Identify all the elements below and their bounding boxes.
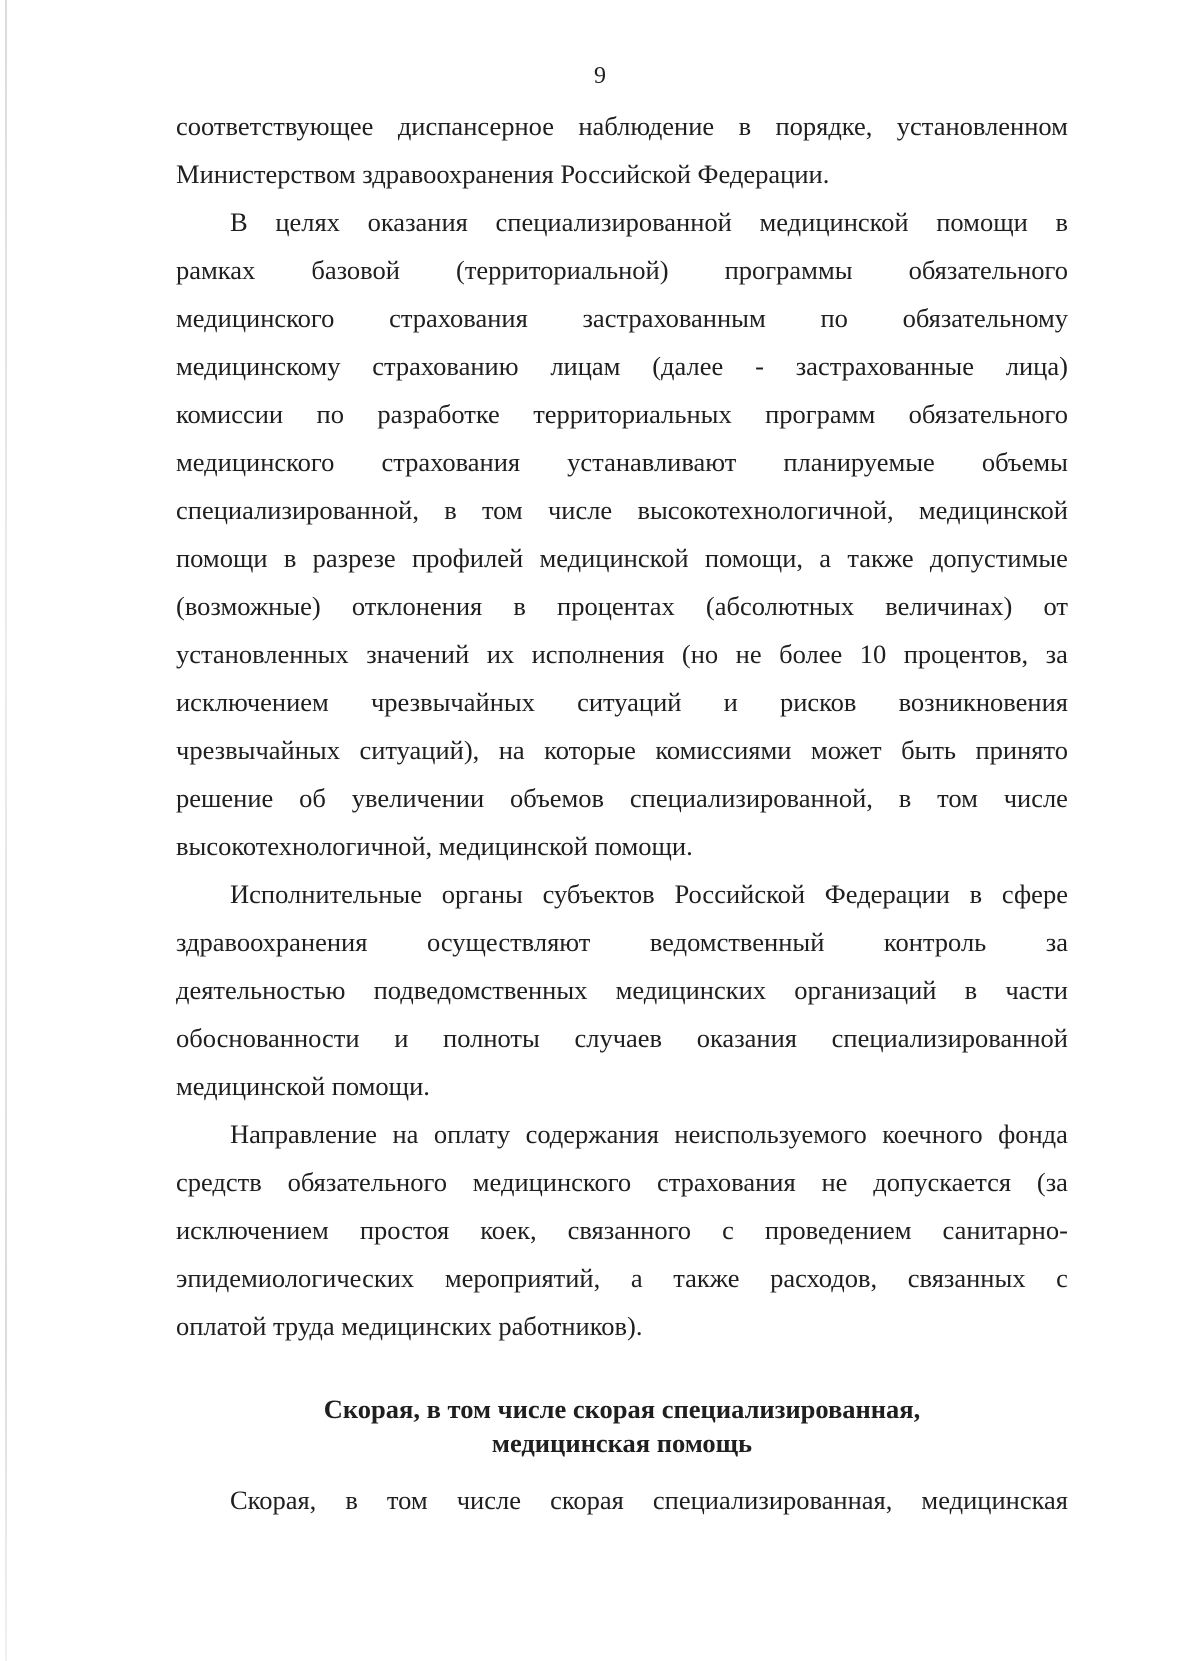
word: субъектов	[542, 879, 655, 909]
word: в	[283, 543, 297, 573]
word: специализированной	[495, 207, 732, 237]
word: В	[230, 207, 248, 237]
word: медицинской	[759, 207, 909, 237]
word: том	[386, 1485, 428, 1515]
word: увеличении	[351, 783, 485, 813]
word: ситуаций	[577, 687, 682, 717]
word: страхования	[389, 303, 528, 333]
paragraph-line-full	[176, 102, 1068, 150]
word: диспансерное	[397, 111, 554, 141]
word: возникновения	[898, 687, 1068, 717]
word: Российской	[674, 879, 806, 909]
word: содержания	[525, 1119, 659, 1149]
word: медицинских	[615, 975, 767, 1005]
paragraph-line	[176, 774, 1068, 822]
word: органы	[441, 879, 523, 909]
paragraph-line: медицинской помощи.	[176, 1071, 430, 1101]
word: чрезвычайных	[370, 687, 535, 717]
word: рамках	[176, 255, 256, 285]
word: мероприятий,	[444, 1263, 601, 1293]
paragraph-line	[176, 294, 1068, 342]
word: в	[1055, 207, 1068, 237]
word: по	[820, 303, 848, 333]
word: высокотехнологичной,	[637, 495, 894, 525]
word: помощи	[936, 207, 1028, 237]
word: ведомственный	[649, 927, 825, 957]
paragraph-departmental-control	[176, 870, 1068, 1110]
word: в	[964, 975, 978, 1005]
word: объемы	[981, 447, 1068, 477]
word: установленном	[896, 111, 1068, 141]
word: которые	[544, 735, 636, 765]
word: страхования	[657, 1167, 796, 1197]
word: (абсолютных	[705, 591, 855, 621]
paragraph-line	[176, 534, 1068, 582]
word: деятельностью	[176, 975, 346, 1005]
word: в	[444, 495, 457, 525]
word: об	[299, 783, 326, 813]
word: программы	[724, 255, 853, 285]
word: принято	[975, 735, 1068, 765]
word: (но	[681, 639, 719, 669]
word: коечного	[882, 1119, 983, 1149]
word: с	[722, 1215, 734, 1245]
word: осуществляют	[426, 927, 591, 957]
word: соответствующее	[176, 111, 374, 141]
word: связанного	[567, 1215, 692, 1245]
word: величинах)	[885, 591, 1013, 621]
paragraph-line	[176, 246, 1068, 294]
word: специализированной,	[176, 495, 419, 525]
paragraph-bed-fund-payment	[176, 1110, 1068, 1350]
word: медицинская	[921, 1485, 1068, 1515]
word: Федерации	[824, 879, 950, 909]
word: а	[819, 543, 832, 573]
paragraph-line	[176, 1014, 1068, 1062]
word: (за	[1036, 1167, 1068, 1197]
word: специализированной	[831, 1023, 1068, 1053]
word: (далее	[652, 351, 724, 381]
word: отклонения	[351, 591, 483, 621]
word: планируемые	[783, 447, 935, 477]
word: в	[513, 591, 526, 621]
word: медицинской	[539, 543, 689, 573]
word: а	[630, 1263, 643, 1293]
word: специализированная,	[652, 1485, 893, 1515]
word: сфере	[1001, 879, 1068, 909]
word: Направление	[230, 1119, 378, 1149]
paragraph-emergency-care	[176, 1476, 1068, 1524]
word: разработке	[377, 399, 500, 429]
word: исключением	[176, 687, 329, 717]
word: обязательному	[902, 303, 1068, 333]
word: медицинского	[176, 447, 335, 477]
word: полноты	[443, 1023, 540, 1053]
word: также	[673, 1263, 740, 1293]
word: том	[481, 495, 523, 525]
word: оплату	[433, 1119, 511, 1149]
paragraph-line	[230, 1476, 1068, 1524]
word: профилей	[411, 543, 524, 573]
word: застрахованным	[582, 303, 766, 333]
word: оказания	[367, 207, 468, 237]
word: порядке,	[775, 111, 873, 141]
paragraph-line	[230, 198, 1068, 246]
word: (возможные)	[176, 591, 321, 621]
word: здравоохранения	[176, 927, 368, 957]
paragraph-line	[176, 486, 1068, 534]
word: санитарно-	[942, 1215, 1068, 1245]
word: обязательного	[287, 1167, 447, 1197]
paragraph-line	[176, 630, 1068, 678]
word: части	[1005, 975, 1068, 1005]
word: за	[1045, 927, 1068, 957]
word: от	[1043, 591, 1068, 621]
word: может	[810, 735, 882, 765]
word: объемов	[510, 783, 605, 813]
word: обоснованности	[176, 1023, 360, 1053]
word: на	[392, 1119, 419, 1149]
section-heading-line: Скорая, в том числе скорая специализированная,	[323, 1394, 921, 1424]
word: том	[937, 783, 978, 813]
document-body	[176, 102, 1068, 1524]
word: в	[738, 111, 752, 141]
word: контроль	[883, 927, 987, 957]
word: коек,	[480, 1215, 537, 1245]
paragraph-line	[176, 342, 1068, 390]
word: комиссии	[176, 399, 284, 429]
word: помощи,	[704, 543, 804, 573]
word: в	[898, 783, 912, 813]
paragraph-continuation	[176, 102, 1068, 198]
word: помощи	[176, 543, 268, 573]
word: их	[486, 639, 515, 669]
word: простоя	[359, 1215, 450, 1245]
word: установленных	[176, 639, 349, 669]
word: специализированной,	[629, 783, 873, 813]
paragraph-line	[176, 918, 1068, 966]
word: эпидемиологических	[176, 1263, 415, 1293]
word: медицинской	[918, 495, 1068, 525]
paragraph-line	[176, 1206, 1068, 1254]
word: медицинскому	[176, 351, 341, 381]
word: более	[779, 639, 843, 669]
paragraph-line: оплатой труда медицинских работников).	[176, 1311, 643, 1341]
word: скорая	[550, 1485, 624, 1515]
word: застрахованные	[795, 351, 974, 381]
paragraph-specialized-care-volumes	[176, 198, 1068, 870]
paragraph-line	[176, 1254, 1068, 1302]
scan-edge-line	[5, 0, 7, 1661]
paragraph-line	[176, 438, 1068, 486]
paragraph-line	[176, 966, 1068, 1014]
word: рисков	[779, 687, 857, 717]
paragraph-line	[230, 1110, 1068, 1158]
word: также	[847, 543, 914, 573]
word: числе	[547, 495, 613, 525]
word: медицинского	[176, 303, 335, 333]
word: фонда	[998, 1119, 1068, 1149]
paragraph-line: высокотехнологичной, медицинской помощи.	[176, 831, 693, 861]
word: Исполнительные	[230, 879, 422, 909]
word: страхования	[381, 447, 521, 477]
word: процентах	[557, 591, 675, 621]
word: страхованию	[372, 351, 519, 381]
word: исполнения	[531, 639, 665, 669]
word: исключением	[176, 1215, 329, 1245]
word: медицинского	[472, 1167, 632, 1197]
word: в	[345, 1485, 358, 1515]
word: комиссиями	[655, 735, 792, 765]
word: с	[1056, 1263, 1068, 1293]
word: процентов,	[903, 639, 1029, 669]
word: и	[394, 1023, 409, 1053]
word: быть	[901, 735, 957, 765]
word: программ	[765, 399, 876, 429]
word: базовой	[311, 255, 400, 285]
word: целях	[275, 207, 340, 237]
word: территориальных	[533, 399, 732, 429]
word: ситуаций),	[359, 735, 480, 765]
word: связанных	[907, 1263, 1026, 1293]
word: устанавливают	[567, 447, 737, 477]
word: числе	[1003, 783, 1068, 813]
word: оказания	[696, 1023, 797, 1053]
paragraph-line	[176, 726, 1068, 774]
word: числе	[456, 1485, 521, 1515]
word: значений	[366, 639, 470, 669]
word: решение	[176, 783, 274, 813]
word: допустимые	[929, 543, 1068, 573]
page-number: 9	[594, 63, 606, 89]
word: средств	[176, 1167, 262, 1197]
paragraph-line	[176, 390, 1068, 438]
paragraph-line	[176, 678, 1068, 726]
word: неиспользуемого	[674, 1119, 867, 1149]
paragraph-line	[230, 870, 1068, 918]
word: разрезе	[312, 543, 396, 573]
section-heading	[176, 1392, 1068, 1460]
word: 10	[859, 639, 887, 669]
word: чрезвычайных	[176, 735, 340, 765]
section-heading-line: медицинская помощь	[491, 1428, 753, 1458]
word: расходов,	[770, 1263, 878, 1293]
word: случаев	[574, 1023, 663, 1053]
paragraph-line	[176, 1158, 1068, 1206]
word: лицам	[550, 351, 621, 381]
word: не	[735, 639, 762, 669]
word: за	[1045, 639, 1068, 669]
word: не	[821, 1167, 848, 1197]
paragraph-line	[176, 582, 1068, 630]
word: и	[723, 687, 738, 717]
word: обязательного	[908, 255, 1068, 285]
word: организаций	[794, 975, 937, 1005]
word: на	[498, 735, 525, 765]
word: в	[969, 879, 983, 909]
word: по	[316, 399, 344, 429]
word: допускается	[873, 1167, 1012, 1197]
paragraph-line-last: Министерством здравоохранения Российской Федерации.	[176, 159, 830, 189]
word: обязательного	[908, 399, 1068, 429]
word: наблюдение	[578, 111, 715, 141]
word: подведомственных	[373, 975, 588, 1005]
word: Скорая,	[230, 1485, 317, 1515]
word: проведением	[764, 1215, 912, 1245]
word: (территориальной)	[456, 255, 669, 285]
word: лица)	[1005, 351, 1068, 381]
word: -	[755, 351, 764, 381]
